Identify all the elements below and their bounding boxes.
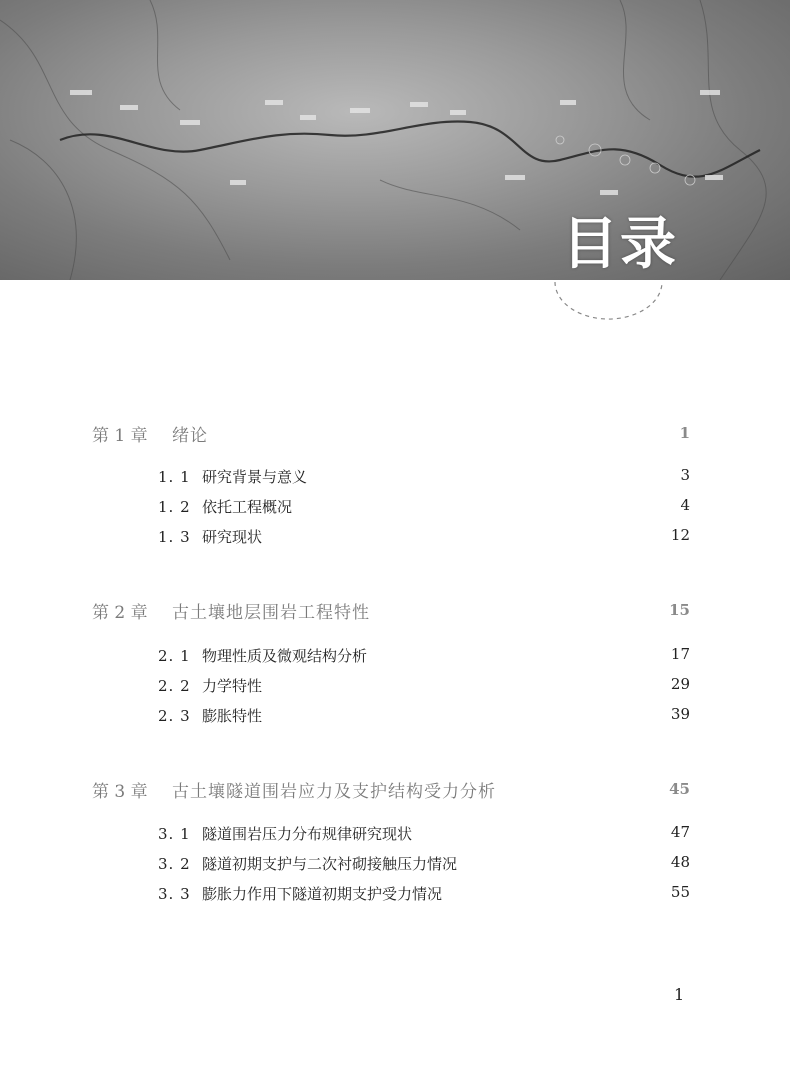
section-number: 3. 3 (158, 885, 191, 903)
section-title: 膨胀力作用下隧道初期支护受力情况 (202, 885, 443, 903)
chapter-page-number: 15 (669, 601, 690, 619)
section-number: 3. 1 (158, 825, 191, 843)
section-number: 1. 1 (158, 468, 191, 486)
chapter-title: 古土壤地层围岩工程特性 (172, 603, 370, 623)
chapter-title: 古土壤隧道围岩应力及支护结构受力分析 (172, 782, 496, 802)
section-page-number: 17 (670, 645, 690, 663)
toc-entry[interactable] (158, 853, 457, 874)
section-page-number: 39 (670, 705, 690, 723)
section-page-number: 4 (680, 496, 690, 514)
section-title: 力学特性 (202, 677, 263, 695)
section-title: 依托工程概况 (202, 498, 293, 516)
chapter-2-heading[interactable] (92, 598, 370, 623)
section-page-number: 29 (670, 675, 690, 693)
toc-entry[interactable] (158, 883, 442, 904)
section-number: 1. 3 (158, 528, 191, 546)
section-number: 2. 1 (158, 647, 191, 665)
page-number: 1 (674, 985, 685, 1004)
section-page-number: 55 (670, 883, 690, 901)
section-page-number: 48 (670, 853, 690, 871)
section-number: 2. 3 (158, 707, 191, 725)
toc-entry[interactable] (158, 675, 262, 696)
chapter-1-heading[interactable] (92, 421, 208, 446)
chapter-page-number: 45 (669, 780, 690, 798)
section-title: 隧道初期支护与二次衬砌接触压力情况 (202, 855, 458, 873)
section-number: 1. 2 (158, 498, 191, 516)
section-title: 研究背景与意义 (202, 468, 308, 486)
toc-entry[interactable] (158, 526, 262, 547)
chapter-number: 第 2 章 (92, 603, 148, 623)
section-page-number: 3 (680, 466, 690, 484)
section-title: 研究现状 (202, 528, 263, 546)
section-title: 隧道围岩压力分布规律研究现状 (202, 825, 413, 843)
chapter-title: 绪论 (172, 426, 208, 446)
section-title: 物理性质及微观结构分析 (202, 647, 368, 665)
toc-entry[interactable] (158, 466, 307, 487)
chapter-3-heading[interactable] (92, 777, 496, 802)
chapter-number: 第 1 章 (92, 426, 148, 446)
toc-entry[interactable] (158, 705, 262, 726)
section-page-number: 47 (670, 823, 690, 841)
section-number: 3. 2 (158, 855, 191, 873)
page-title: 目录 (562, 212, 678, 277)
section-title: 膨胀特性 (202, 707, 263, 725)
chapter-number: 第 3 章 (92, 782, 148, 802)
section-number: 2. 2 (158, 677, 191, 695)
section-page-number: 12 (670, 526, 690, 544)
toc-entry[interactable] (158, 496, 292, 517)
chapter-page-number: 1 (679, 424, 690, 442)
toc-entry[interactable] (158, 645, 367, 666)
toc-entry[interactable] (158, 823, 412, 844)
